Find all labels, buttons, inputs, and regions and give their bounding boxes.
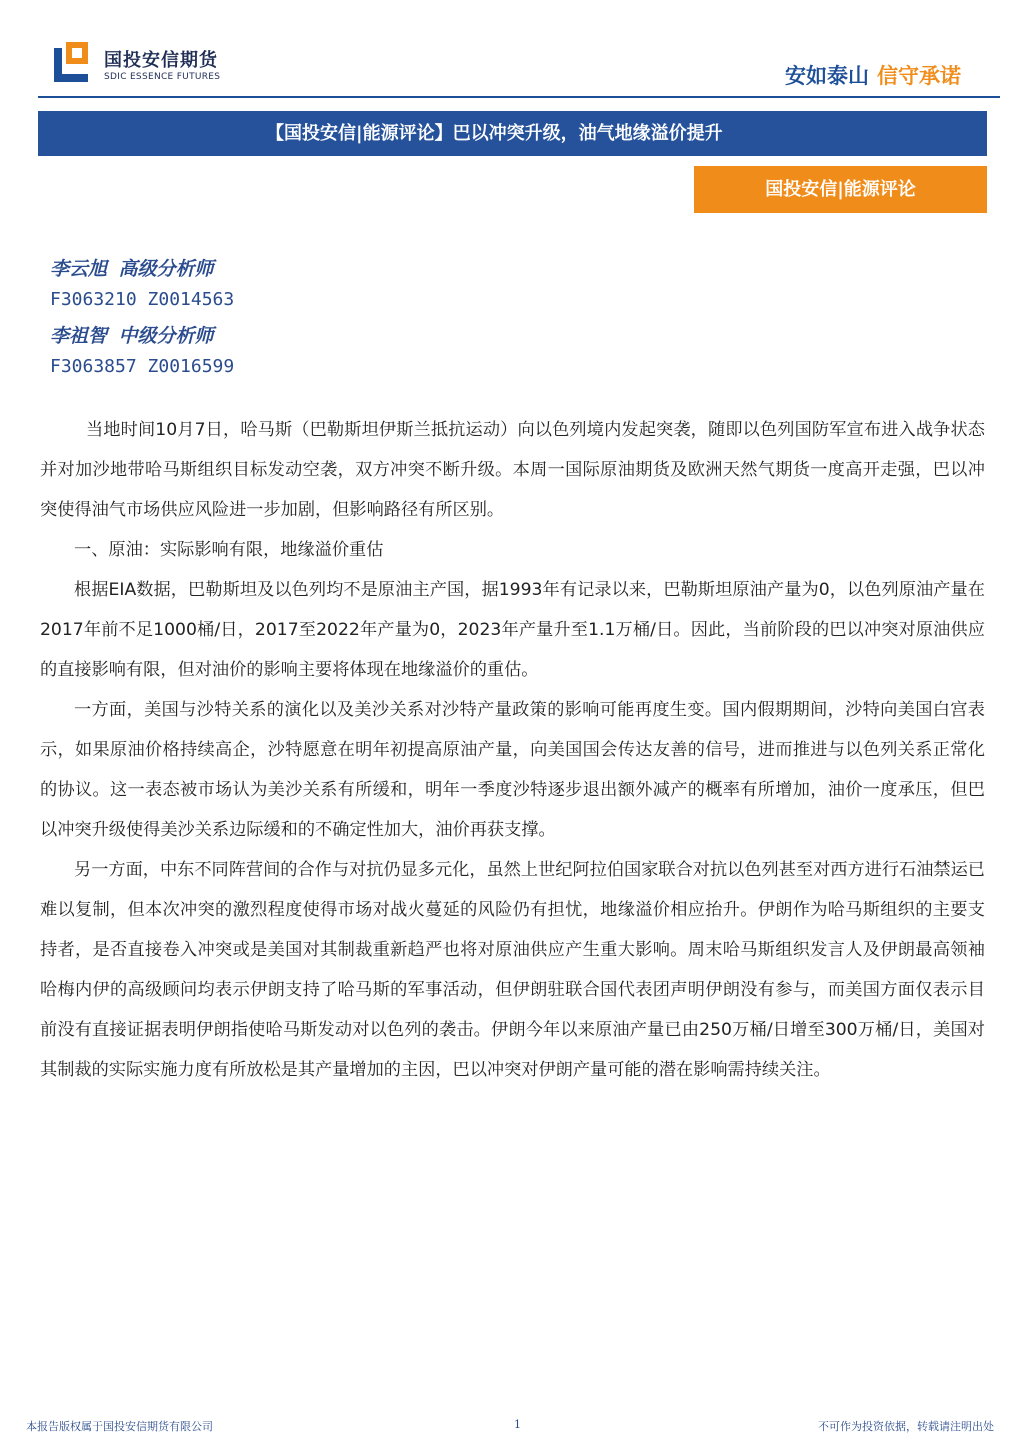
report-body	[40, 410, 985, 1090]
report-category-tag: 国投安信|能源评论	[694, 166, 987, 213]
author-2-codes: F3063857 Z0016599	[50, 356, 235, 377]
footer-copyright: 本报告版权属于国投安信期货有限公司	[26, 1420, 213, 1433]
author-1-name: 李云旭 高级分析师	[50, 258, 214, 280]
paragraph-middle-east: 另一方面，中东不同阵营间的合作与对抗仍显多元化，虽然上世纪阿拉伯国家联合对抗以色列甚至对西方进行石油禁运已难以复制，但本次冲突的激烈程度使得市场对战火蔓延的风险仍有担忧，地缘溢价相应抬升。伊朗作为哈马斯组织的主要支持者，是否直接卷入冲突或是美国对其制裁重新趋严也将对原油供应产生重大影响。周末哈马斯组织发言人及伊朗最高领袖哈梅内伊的高级顾问均表示伊朗支持了哈马斯的军事活动，但伊朗驻联合国代表团声明伊朗没有参与，而美国方面仅表示目前没有直接证据表明伊朗指使哈马斯发动对以色列的袭击。伊朗今年以来原油产量已由250万桶/日增至300万桶/日，美国对其制裁的实际实施力度有所放松是其产量增加的主因，巴以冲突对伊朗产量可能的潜在影响需持续关注。	[40, 860, 985, 1080]
logo-chinese-name: 国投安信期货	[104, 50, 218, 71]
footer-disclaimer: 不可作为投资依据，转载请注明出处	[818, 1420, 994, 1433]
slogan-part-2: 信守承诺	[877, 64, 961, 88]
header-divider	[38, 96, 1000, 98]
logo-english-name: SDIC ESSENCE FUTURES	[104, 72, 221, 82]
paragraph-eia-data: 根据EIA数据，巴勒斯坦及以色列均不是原油主产国，据1993年有记录以来，巴勒斯坦原油产量为0，以色列原油产量在2017年前不足1000桶/日，2017至2022年产量为0，2023年产量升至1.1万桶/日。因此，当前阶段的巴以冲突对原油供应的直接影响有限，但对油价的影响主要将体现在地缘溢价的重估。	[40, 580, 985, 680]
slogan	[785, 60, 961, 90]
section-heading-crude: 一、原油：实际影响有限，地缘溢价重估	[74, 540, 384, 560]
logo-mark-icon	[52, 40, 96, 84]
report-title: 【国投安信|能源评论】巴以冲突升级，油气地缘溢价提升	[38, 111, 987, 156]
author-1-codes: F3063210 Z0014563	[50, 289, 235, 310]
slogan-part-1: 安如泰山	[785, 64, 869, 88]
page-number: 1	[514, 1418, 521, 1431]
paragraph-intro: 当地时间10月7日，哈马斯（巴勒斯坦伊斯兰抵抗运动）向以色列境内发起突袭，随即以色列国防军宣布进入战争状态并对加沙地带哈马斯组织目标发动空袭，双方冲突不断升级。本周一国际原油期货及欧洲天然气期货一度高开走强，巴以冲突使得油气市场供应风险进一步加剧，但影响路径有所区别。	[40, 420, 985, 520]
company-logo	[52, 40, 242, 90]
paragraph-us-saudi: 一方面，美国与沙特关系的演化以及美沙关系对沙特产量政策的影响可能再度生变。国内假期期间，沙特向美国白宫表示，如果原油价格持续高企，沙特愿意在明年初提高原油产量，向美国国会传达友善的信号，进而推进与以色列关系正常化的协议。这一表态被市场认为美沙关系有所缓和，明年一季度沙特逐步退出额外减产的概率有所增加，油价一度承压，但巴以冲突升级使得美沙关系边际缓和的不确定性加大，油价再获支撑。	[40, 700, 985, 840]
author-2-name: 李祖智 中级分析师	[50, 325, 214, 347]
